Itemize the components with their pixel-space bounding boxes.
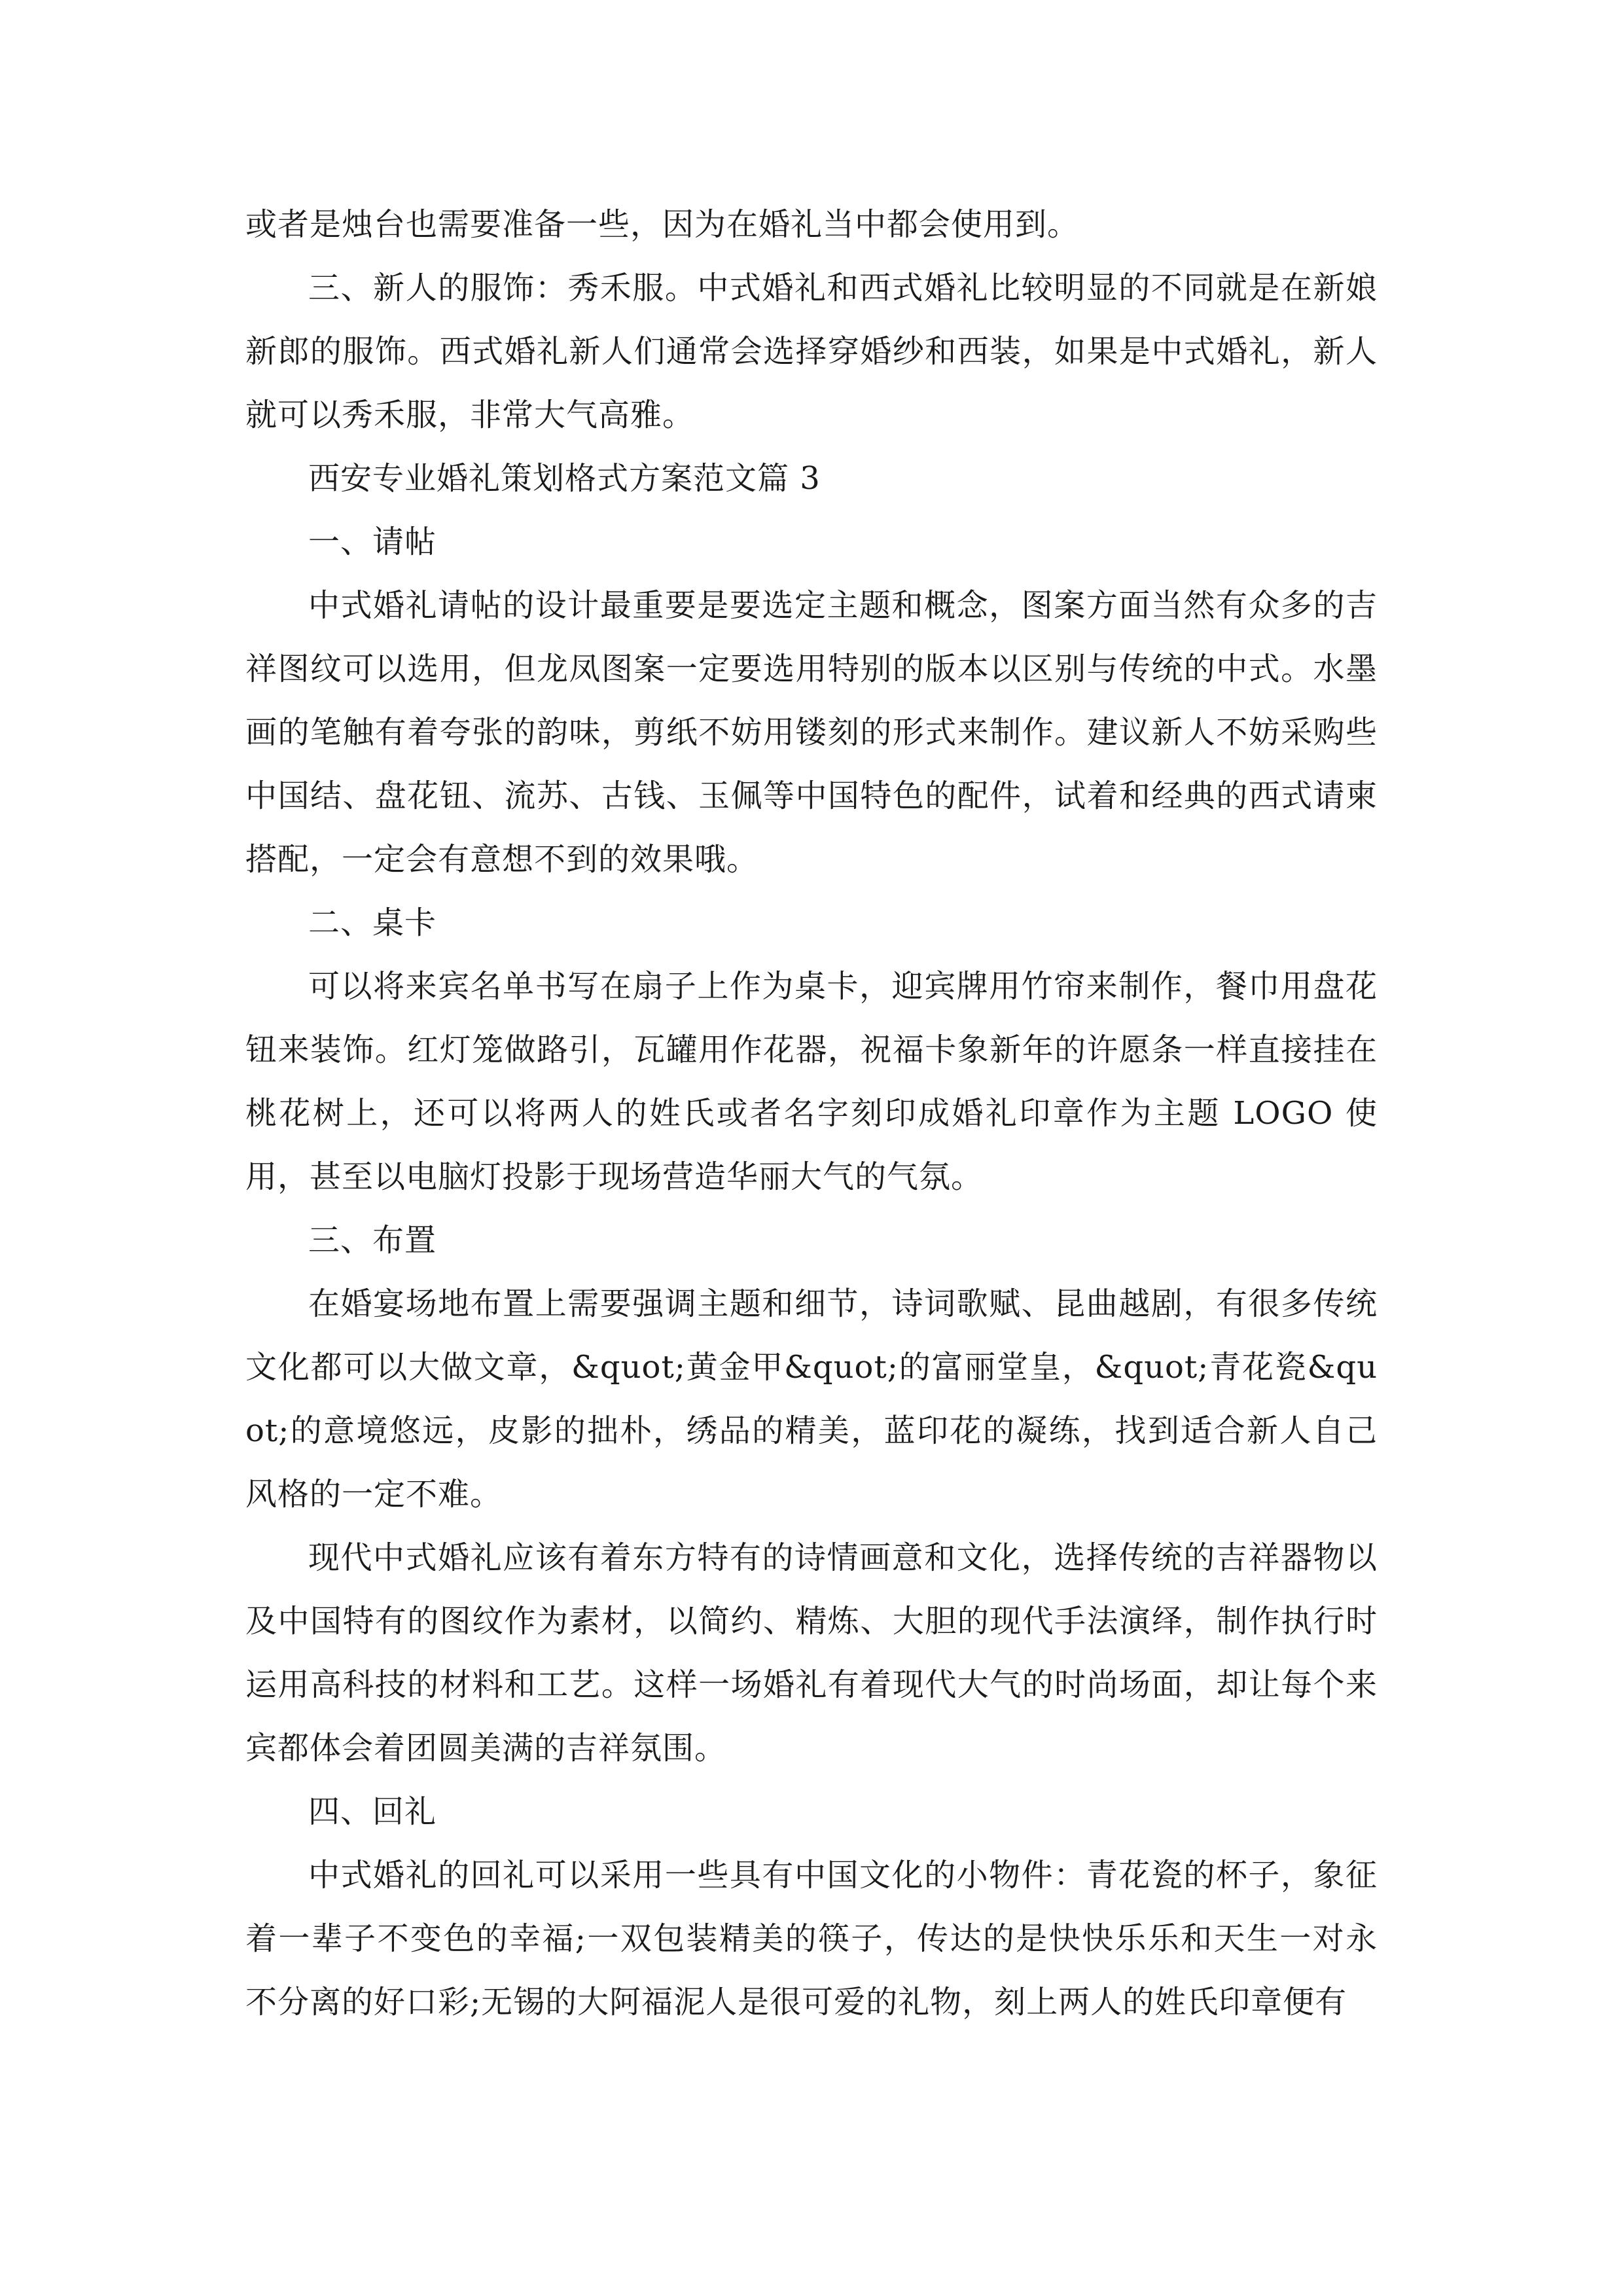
paragraph-modern-wedding: 现代中式婚礼应该有着东方特有的诗情画意和文化，选择传统的吉祥器物以及中国特有的图纹作为素材，以简约、精炼、大胆的现代手法演绎，制作执行时运用高科技的材料和工艺。这样一场婚礼有着现代大气的时尚场面，却让每个来宾都体会着团圆美满的吉祥氛围。 xyxy=(245,1539,1378,1767)
heading-return-gift: 四、回礼 xyxy=(308,1793,437,1830)
heading-decoration: 三、布置 xyxy=(308,1222,437,1259)
paragraph-decoration: 在婚宴场地布置上需要强调主题和细节，诗词歌赋、昆曲越剧，有很多传统文化都可以大做文章，&quot;黄金甲&quot;的富丽堂皇，&quot;青花瓷&quot;的意境悠远，皮影的拙朴，绣品的精美，蓝印花的凝练，找到适合新人自己风格的一定不难。 xyxy=(245,1285,1378,1513)
paragraph-table-card: 可以将来宾名单书写在扇子上作为桌卡，迎宾牌用竹帘来制作，餐巾用盘花钮来装饰。红灯笼做路引，瓦罐用作花器，祝福卡象新年的许愿条一样直接挂在桃花树上，还可以将两人的姓氏或者名字刻印成婚礼印章作为主题 LOGO 使用，甚至以电脑灯投影于现场营造华丽大气的气氛。 xyxy=(245,968,1378,1195)
paragraph-newlywed-attire: 三、新人的服饰：秀禾服。中式婚礼和西式婚礼比较明显的不同就是在新娘新郎的服饰。西式婚礼新人们通常会选择穿婚纱和西装，如果是中式婚礼，新人就可以秀禾服，非常大气高雅。 xyxy=(245,270,1378,433)
section-title-plan-3: 西安专业婚礼策划格式方案范文篇 3 xyxy=(308,460,821,497)
paragraph-candlestick-note: 或者是烛台也需要准备一些，因为在婚礼当中都会使用到。 xyxy=(245,206,1080,243)
paragraph-invitation: 中式婚礼请帖的设计最重要是要选定主题和概念，图案方面当然有众多的吉祥图纹可以选用，但龙凤图案一定要选用特别的版本以区别与传统的中式。水墨画的笔触有着夸张的韵味，剪纸不妨用镂刻的形式来制作。建议新人不妨采购些中国结、盘花钮、流苏、古钱、玉佩等中国特色的配件，试着和经典的西式请柬搭配，一定会有意想不到的效果哦。 xyxy=(245,587,1378,878)
heading-table-card: 二、桌卡 xyxy=(308,905,437,941)
paragraph-return-gift: 中式婚礼的回礼可以采用一些具有中国文化的小物件：青花瓷的杯子，象征着一辈子不变色的幸福;一双包装精美的筷子，传达的是快快乐乐和天生一对永不分离的好口彩;无锡的大阿福泥人是很可爱的礼物，刻上两人的姓氏印章便有 xyxy=(245,1857,1378,2020)
document-body xyxy=(245,193,1378,2034)
heading-invitation: 一、请帖 xyxy=(308,524,437,560)
